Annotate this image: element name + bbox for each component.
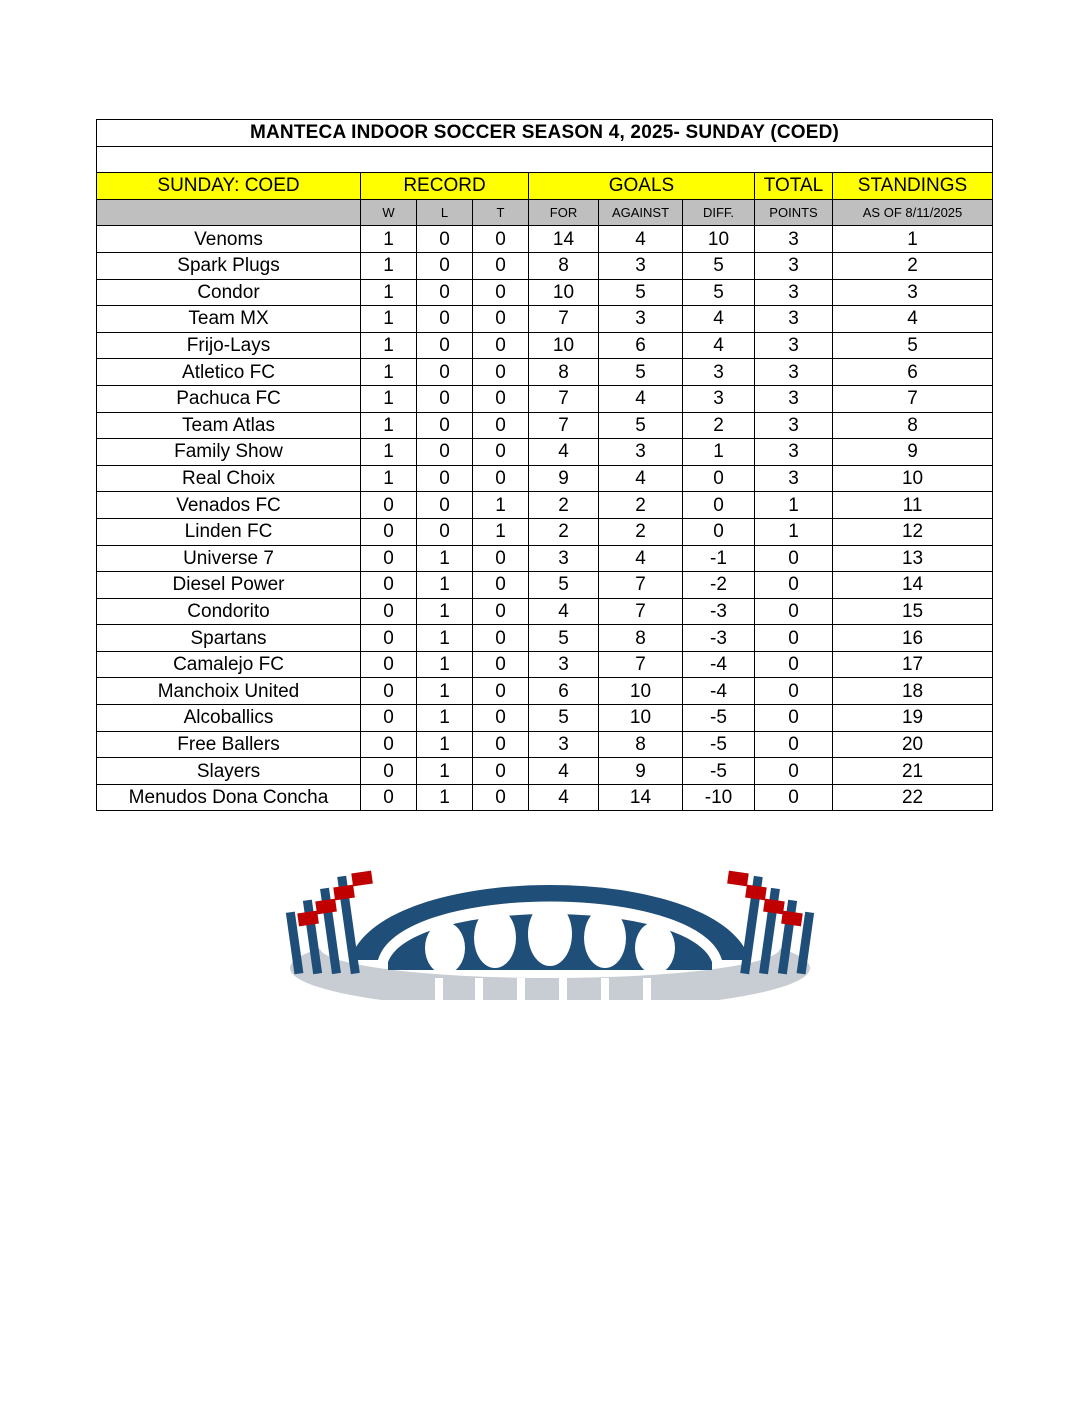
losses: 1 xyxy=(417,678,473,705)
wins: 1 xyxy=(361,385,417,412)
wins: 0 xyxy=(361,784,417,811)
standing: 21 xyxy=(833,758,993,785)
points: 0 xyxy=(755,784,833,811)
ties: 0 xyxy=(473,731,529,758)
team-name: Free Ballers xyxy=(97,731,361,758)
goals-for: 8 xyxy=(529,252,599,279)
standings-table-container xyxy=(96,119,992,811)
ties: 0 xyxy=(473,678,529,705)
points: 0 xyxy=(755,545,833,572)
points: 3 xyxy=(755,332,833,359)
goal-diff: 10 xyxy=(683,226,755,253)
goals-against: 3 xyxy=(599,252,683,279)
subheader-ties: T xyxy=(473,199,529,226)
standing: 17 xyxy=(833,651,993,678)
goal-diff: 3 xyxy=(683,385,755,412)
standing: 15 xyxy=(833,598,993,625)
wins: 0 xyxy=(361,518,417,545)
table-row xyxy=(97,625,993,652)
wins: 1 xyxy=(361,226,417,253)
team-name: Diesel Power xyxy=(97,572,361,599)
goals-for: 7 xyxy=(529,385,599,412)
points: 3 xyxy=(755,439,833,466)
standing: 22 xyxy=(833,784,993,811)
wins: 0 xyxy=(361,492,417,519)
goals-for: 4 xyxy=(529,784,599,811)
losses: 1 xyxy=(417,651,473,678)
goal-diff: 5 xyxy=(683,279,755,306)
losses: 0 xyxy=(417,252,473,279)
ties: 0 xyxy=(473,252,529,279)
goals-against: 5 xyxy=(599,412,683,439)
goals-against: 10 xyxy=(599,705,683,732)
table-row xyxy=(97,678,993,705)
table-row xyxy=(97,572,993,599)
standings-table-body xyxy=(97,120,993,811)
losses: 1 xyxy=(417,545,473,572)
standing: 3 xyxy=(833,279,993,306)
ties: 0 xyxy=(473,279,529,306)
wins: 0 xyxy=(361,758,417,785)
ties: 1 xyxy=(473,518,529,545)
ties: 0 xyxy=(473,306,529,333)
goals-against: 7 xyxy=(599,598,683,625)
standing: 8 xyxy=(833,412,993,439)
ties: 0 xyxy=(473,385,529,412)
losses: 0 xyxy=(417,306,473,333)
points: 0 xyxy=(755,572,833,599)
table-row xyxy=(97,731,993,758)
team-name: Camalejo FC xyxy=(97,651,361,678)
table-row xyxy=(97,492,993,519)
subheader-goal-diff: DIFF. xyxy=(683,199,755,226)
wins: 0 xyxy=(361,678,417,705)
header-standings: STANDINGS xyxy=(833,173,993,200)
standing: 7 xyxy=(833,385,993,412)
losses: 0 xyxy=(417,359,473,386)
standing: 12 xyxy=(833,518,993,545)
goals-against: 4 xyxy=(599,545,683,572)
losses: 0 xyxy=(417,492,473,519)
wins: 1 xyxy=(361,252,417,279)
goals-for: 4 xyxy=(529,598,599,625)
table-row xyxy=(97,385,993,412)
goals-for: 3 xyxy=(529,545,599,572)
goal-diff: -10 xyxy=(683,784,755,811)
wins: 0 xyxy=(361,545,417,572)
goals-for: 2 xyxy=(529,518,599,545)
goal-diff: -5 xyxy=(683,758,755,785)
losses: 0 xyxy=(417,518,473,545)
wins: 0 xyxy=(361,625,417,652)
standing: 10 xyxy=(833,465,993,492)
ties: 1 xyxy=(473,492,529,519)
goals-for: 8 xyxy=(529,359,599,386)
points: 0 xyxy=(755,678,833,705)
goal-diff: -5 xyxy=(683,705,755,732)
team-name: Team MX xyxy=(97,306,361,333)
standing: 2 xyxy=(833,252,993,279)
spacer-cell xyxy=(97,146,993,173)
goals-for: 3 xyxy=(529,731,599,758)
ties: 0 xyxy=(473,758,529,785)
table-row xyxy=(97,412,993,439)
points: 3 xyxy=(755,385,833,412)
losses: 0 xyxy=(417,439,473,466)
points: 0 xyxy=(755,731,833,758)
team-name: Manchoix United xyxy=(97,678,361,705)
goals-against: 8 xyxy=(599,731,683,758)
ties: 0 xyxy=(473,784,529,811)
table-row xyxy=(97,439,993,466)
points: 3 xyxy=(755,465,833,492)
wins: 0 xyxy=(361,572,417,599)
ties: 0 xyxy=(473,545,529,572)
goal-diff: 0 xyxy=(683,518,755,545)
ties: 0 xyxy=(473,332,529,359)
losses: 0 xyxy=(417,226,473,253)
ties: 0 xyxy=(473,226,529,253)
points: 3 xyxy=(755,306,833,333)
document-title: MANTECA INDOOR SOCCER SEASON 4, 2025- SUNDAY (COED) xyxy=(97,120,993,147)
goal-diff: 0 xyxy=(683,492,755,519)
points: 3 xyxy=(755,226,833,253)
goals-for: 7 xyxy=(529,412,599,439)
goal-diff: -3 xyxy=(683,625,755,652)
points: 0 xyxy=(755,625,833,652)
wins: 1 xyxy=(361,412,417,439)
goal-diff: 3 xyxy=(683,359,755,386)
losses: 0 xyxy=(417,279,473,306)
subheader-goals-against: AGAINST xyxy=(599,199,683,226)
table-row xyxy=(97,518,993,545)
header-goals: GOALS xyxy=(529,173,755,200)
goal-diff: -4 xyxy=(683,678,755,705)
goal-diff: 0 xyxy=(683,465,755,492)
table-row xyxy=(97,279,993,306)
ties: 0 xyxy=(473,651,529,678)
team-name: Family Show xyxy=(97,439,361,466)
manteca-indoor-soccer-logo xyxy=(230,820,870,1000)
goals-against: 4 xyxy=(599,226,683,253)
ties: 0 xyxy=(473,359,529,386)
standing: 11 xyxy=(833,492,993,519)
table-row xyxy=(97,359,993,386)
ties: 0 xyxy=(473,465,529,492)
losses: 0 xyxy=(417,332,473,359)
wins: 1 xyxy=(361,279,417,306)
goals-against: 7 xyxy=(599,572,683,599)
team-name: Pachuca FC xyxy=(97,385,361,412)
goal-diff: -3 xyxy=(683,598,755,625)
losses: 0 xyxy=(417,385,473,412)
subheader-as-of-date: AS OF 8/11/2025 xyxy=(833,199,993,226)
goal-diff: 4 xyxy=(683,332,755,359)
table-row xyxy=(97,651,993,678)
header-total: TOTAL xyxy=(755,173,833,200)
points: 0 xyxy=(755,651,833,678)
goal-diff: 1 xyxy=(683,439,755,466)
goals-for: 2 xyxy=(529,492,599,519)
wins: 0 xyxy=(361,731,417,758)
standing: 14 xyxy=(833,572,993,599)
goals-for: 5 xyxy=(529,705,599,732)
table-row xyxy=(97,465,993,492)
team-name: Team Atlas xyxy=(97,412,361,439)
table-row xyxy=(97,226,993,253)
points: 0 xyxy=(755,758,833,785)
ties: 0 xyxy=(473,598,529,625)
goal-diff: 5 xyxy=(683,252,755,279)
team-name: Linden FC xyxy=(97,518,361,545)
ties: 0 xyxy=(473,572,529,599)
goal-diff: 2 xyxy=(683,412,755,439)
points: 1 xyxy=(755,518,833,545)
goals-against: 9 xyxy=(599,758,683,785)
table-row xyxy=(97,332,993,359)
wins: 1 xyxy=(361,306,417,333)
team-name: Atletico FC xyxy=(97,359,361,386)
team-name: Venados FC xyxy=(97,492,361,519)
goals-against: 2 xyxy=(599,492,683,519)
wins: 1 xyxy=(361,332,417,359)
table-row xyxy=(97,784,993,811)
standing: 4 xyxy=(833,306,993,333)
table-row xyxy=(97,252,993,279)
table-row xyxy=(97,306,993,333)
goals-against: 5 xyxy=(599,359,683,386)
goals-against: 14 xyxy=(599,784,683,811)
standing: 18 xyxy=(833,678,993,705)
team-name: Real Choix xyxy=(97,465,361,492)
goals-for: 5 xyxy=(529,625,599,652)
losses: 1 xyxy=(417,784,473,811)
goals-against: 4 xyxy=(599,465,683,492)
table-row xyxy=(97,758,993,785)
points: 0 xyxy=(755,705,833,732)
team-name: Alcoballics xyxy=(97,705,361,732)
goals-for: 14 xyxy=(529,226,599,253)
goals-for: 10 xyxy=(529,332,599,359)
team-name: Slayers xyxy=(97,758,361,785)
points: 0 xyxy=(755,598,833,625)
team-name: Condor xyxy=(97,279,361,306)
subheader-wins: W xyxy=(361,199,417,226)
goals-for: 9 xyxy=(529,465,599,492)
ties: 0 xyxy=(473,705,529,732)
goals-against: 2 xyxy=(599,518,683,545)
goals-against: 6 xyxy=(599,332,683,359)
subheader-goals-for: FOR xyxy=(529,199,599,226)
points: 3 xyxy=(755,412,833,439)
team-name: Frijo-Lays xyxy=(97,332,361,359)
team-name: Spartans xyxy=(97,625,361,652)
goals-against: 5 xyxy=(599,279,683,306)
team-name: Venoms xyxy=(97,226,361,253)
losses: 0 xyxy=(417,465,473,492)
subheader-points: POINTS xyxy=(755,199,833,226)
goal-diff: -2 xyxy=(683,572,755,599)
goal-diff: -5 xyxy=(683,731,755,758)
points: 3 xyxy=(755,252,833,279)
team-name: Universe 7 xyxy=(97,545,361,572)
points: 3 xyxy=(755,279,833,306)
standing: 1 xyxy=(833,226,993,253)
standing: 16 xyxy=(833,625,993,652)
document-title-row xyxy=(97,120,993,147)
standing: 20 xyxy=(833,731,993,758)
table-row xyxy=(97,705,993,732)
goals-for: 6 xyxy=(529,678,599,705)
team-name: Menudos Dona Concha xyxy=(97,784,361,811)
logo-graphic xyxy=(230,820,870,1000)
goals-against: 7 xyxy=(599,651,683,678)
wins: 1 xyxy=(361,439,417,466)
losses: 1 xyxy=(417,625,473,652)
losses: 0 xyxy=(417,412,473,439)
wins: 0 xyxy=(361,598,417,625)
goals-against: 3 xyxy=(599,439,683,466)
wins: 1 xyxy=(361,465,417,492)
standing: 13 xyxy=(833,545,993,572)
wins: 1 xyxy=(361,359,417,386)
losses: 1 xyxy=(417,731,473,758)
subheader-losses: L xyxy=(417,199,473,226)
goals-for: 4 xyxy=(529,758,599,785)
header-record: RECORD xyxy=(361,173,529,200)
goals-against: 10 xyxy=(599,678,683,705)
table-row xyxy=(97,598,993,625)
subheader-team xyxy=(97,199,361,226)
team-name: Spark Plugs xyxy=(97,252,361,279)
header-division: SUNDAY: COED xyxy=(97,173,361,200)
points: 3 xyxy=(755,359,833,386)
goals-for: 3 xyxy=(529,651,599,678)
sub-header-row xyxy=(97,199,993,226)
wins: 0 xyxy=(361,651,417,678)
ties: 0 xyxy=(473,439,529,466)
ties: 0 xyxy=(473,625,529,652)
spacer-row xyxy=(97,146,993,173)
group-header-row xyxy=(97,173,993,200)
losses: 1 xyxy=(417,572,473,599)
losses: 1 xyxy=(417,705,473,732)
standings-table xyxy=(96,119,993,811)
goals-against: 3 xyxy=(599,306,683,333)
points: 1 xyxy=(755,492,833,519)
standing: 5 xyxy=(833,332,993,359)
losses: 1 xyxy=(417,598,473,625)
goals-for: 4 xyxy=(529,439,599,466)
goal-diff: -1 xyxy=(683,545,755,572)
goals-for: 10 xyxy=(529,279,599,306)
losses: 1 xyxy=(417,758,473,785)
team-name: Condorito xyxy=(97,598,361,625)
standing: 9 xyxy=(833,439,993,466)
goals-against: 8 xyxy=(599,625,683,652)
standing: 19 xyxy=(833,705,993,732)
goal-diff: 4 xyxy=(683,306,755,333)
wins: 0 xyxy=(361,705,417,732)
table-row xyxy=(97,545,993,572)
standing: 6 xyxy=(833,359,993,386)
ties: 0 xyxy=(473,412,529,439)
goal-diff: -4 xyxy=(683,651,755,678)
goals-for: 7 xyxy=(529,306,599,333)
goals-for: 5 xyxy=(529,572,599,599)
goals-against: 4 xyxy=(599,385,683,412)
